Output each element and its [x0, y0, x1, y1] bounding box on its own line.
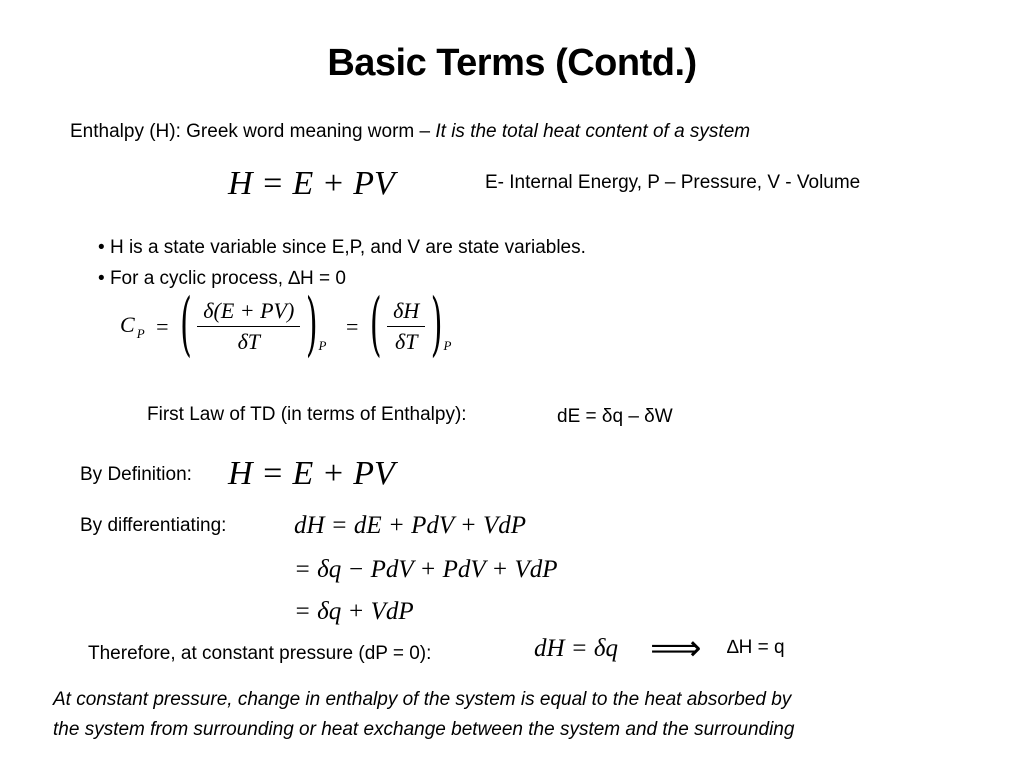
by-definition-equation: H = E + PV [228, 455, 395, 492]
enthalpy-definition-text: Enthalpy (H): Greek word meaning worm – [70, 121, 436, 142]
fraction-subscript: P [443, 337, 452, 353]
left-paren: ( [369, 285, 382, 366]
fraction-delta-e-pv [197, 298, 300, 355]
first-law-equation: dE = δq – δW [557, 406, 673, 427]
result-equation: ∆H = q [727, 637, 785, 658]
enthalpy-definition [70, 121, 750, 143]
implies-arrow-icon: ⟹ [650, 628, 702, 669]
conclusion-line: the system from surrounding or heat exchange between the system and the surrounding [53, 719, 795, 740]
variable-legend: E- Internal Energy, P – Pressure, V - Volume [485, 172, 861, 193]
by-differentiating-label: By differentiating: [80, 515, 227, 536]
cp-equation [120, 285, 452, 370]
equals-sign: = [156, 313, 169, 339]
bullet-item: • H is a state variable since E,P, and V are state variables. [98, 237, 586, 258]
enthalpy-definition-italic: It is the total heat content of a system [435, 121, 751, 142]
right-paren: ) [430, 285, 443, 366]
bullet-text: For a cyclic process, ∆H = 0 [109, 268, 346, 289]
conclusion-line: At constant pressure, change in enthalpy of the system is equal to the heat absorbed by [53, 689, 792, 710]
cp-symbol: C [120, 311, 135, 337]
fraction-delta-h [387, 298, 425, 355]
diff-line: = δq + VdP [294, 598, 414, 625]
bullet-text: H is a state variable since E,P, and V are state variables. [109, 237, 586, 258]
constant-pressure-equation: dH = δq [534, 635, 619, 662]
equals-sign: = [346, 313, 359, 339]
right-paren: ) [305, 285, 318, 366]
bullet-list [98, 232, 586, 294]
conclusion-text [53, 685, 794, 745]
enthalpy-equation: H = E + PV [228, 165, 395, 202]
left-paren: ( [180, 285, 192, 366]
fraction-denominator: δT [197, 326, 300, 355]
diff-line: dH = dE + PdV + VdP [294, 512, 527, 539]
fraction-denominator: δT [387, 326, 425, 355]
first-law-label: First Law of TD (in terms of Enthalpy): [147, 404, 467, 425]
bullet-item: • For a cyclic process, ∆H = 0 [98, 268, 346, 289]
fraction-numerator: δ(E + PV) [203, 298, 295, 323]
diff-line: = δq − PdV + PdV + VdP [294, 556, 558, 583]
fraction-numerator: δH [393, 298, 420, 323]
slide-title: Basic Terms (Contd.) [327, 42, 697, 84]
by-definition-label: By Definition: [80, 464, 192, 485]
cp-subscript: P [136, 325, 145, 341]
constant-pressure-label: Therefore, at constant pressure (dP = 0): [88, 643, 432, 664]
fraction-subscript: P [318, 337, 327, 353]
